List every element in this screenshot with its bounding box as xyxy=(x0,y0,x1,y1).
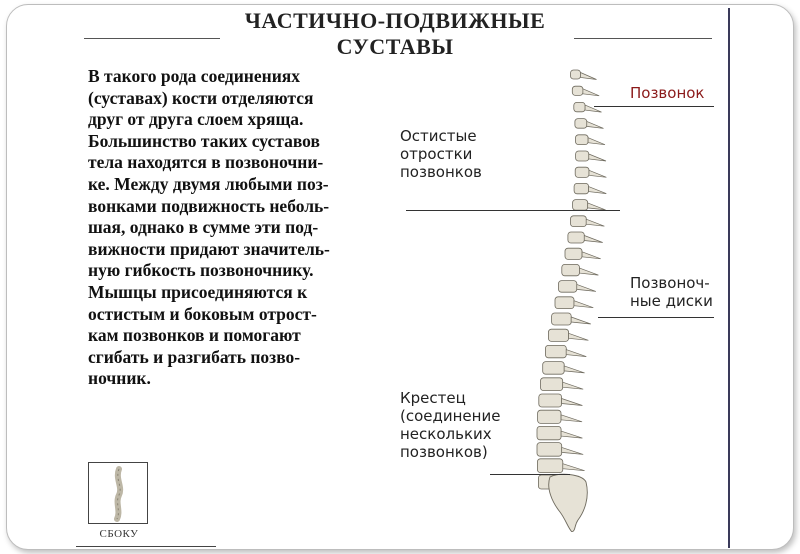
body-paragraph: В такого рода соединениях (суставах) кости отделяются друг от друга слоем хряща. Большинство таких суставов тела находятся в позвоночни- ке. Между двумя любыми поз- вонками подвижность неболь- шая, однако в сумме эти под- вижности придают значитель- ную гибкость позвоночнику. Мышцы присоединяются к остистым и боковым отрост- кам позвонков и помогают сгибать и разгибать позво- ночник. xyxy=(88,66,330,389)
thumbnail-spine-icon xyxy=(89,463,147,523)
spinous-process xyxy=(586,219,604,226)
leader-sacrum xyxy=(490,474,570,475)
spinous-process xyxy=(562,399,583,406)
spinous-process xyxy=(580,268,599,275)
vertebra-body xyxy=(572,86,583,95)
bottom-rule xyxy=(76,546,216,547)
vertebra-body xyxy=(537,426,561,439)
vertebra-body xyxy=(576,151,589,161)
spinous-process xyxy=(581,73,597,80)
right-border-rule xyxy=(728,8,730,548)
spinous-process xyxy=(588,138,605,145)
vertebra-body xyxy=(576,135,589,145)
spinous-process xyxy=(589,187,607,194)
spinous-process xyxy=(574,301,593,308)
spine-illustration xyxy=(520,62,640,532)
spinous-process xyxy=(563,382,584,389)
vertebra-body xyxy=(537,459,562,473)
spinous-process xyxy=(566,350,586,357)
spinous-process xyxy=(561,415,582,422)
spinous-process xyxy=(563,464,585,471)
spinous-process xyxy=(569,333,589,340)
label-sacrum: Крестец (соединение нескольких позвонков) xyxy=(400,389,501,461)
vertebra-body xyxy=(575,167,589,177)
vertebra-body xyxy=(541,378,563,391)
side-view-thumbnail[interactable] xyxy=(88,462,148,524)
vertebra-body xyxy=(571,216,587,227)
spinous-process xyxy=(587,121,604,128)
spinous-process xyxy=(564,366,584,373)
vertebra-body xyxy=(568,232,584,243)
vertebra-body xyxy=(574,183,589,193)
spinous-process xyxy=(571,317,591,324)
vertebra-body xyxy=(555,297,574,309)
leader-intervertebral-discs xyxy=(598,317,714,318)
vertebra-body xyxy=(565,248,582,259)
vertebra-body xyxy=(571,70,581,79)
vertebra-body xyxy=(538,410,561,423)
spinous-process xyxy=(562,447,584,454)
vertebra-body xyxy=(552,313,572,325)
spinous-process xyxy=(582,252,601,259)
title-rule-left xyxy=(84,38,220,39)
title-rule-right xyxy=(574,38,712,39)
spinous-process xyxy=(583,89,599,96)
vertebra-body xyxy=(548,329,568,341)
spinous-process xyxy=(588,203,606,210)
spinous-process xyxy=(589,154,606,161)
spinous-process xyxy=(589,170,606,177)
thumbnail-caption: СБОКУ xyxy=(99,528,139,540)
spinous-process xyxy=(561,431,582,438)
slide-title: ЧАСТИЧНО-ПОДВИЖНЫЕ СУСТАВЫ xyxy=(244,8,546,59)
sacrum-shape xyxy=(549,474,588,532)
vertebra-body xyxy=(539,394,562,407)
vertebra-body xyxy=(537,443,562,457)
vertebra-body xyxy=(575,119,587,129)
leader-spinous-processes xyxy=(406,210,620,211)
vertebra-body xyxy=(543,362,565,375)
spinous-process xyxy=(584,236,602,243)
label-intervertebral-discs: Позвоноч- ные диски xyxy=(630,274,713,310)
vertebra-body xyxy=(573,200,588,211)
leader-vertebra xyxy=(594,106,714,107)
vertebra-body xyxy=(562,264,580,275)
vertebra-body xyxy=(559,281,577,293)
vertebra-body xyxy=(574,102,585,111)
spinous-process xyxy=(577,284,596,291)
label-vertebra: Позвонок xyxy=(630,84,705,102)
label-spinous-processes: Остистые отростки позвонков xyxy=(400,127,482,181)
vertebra-body xyxy=(545,345,566,357)
